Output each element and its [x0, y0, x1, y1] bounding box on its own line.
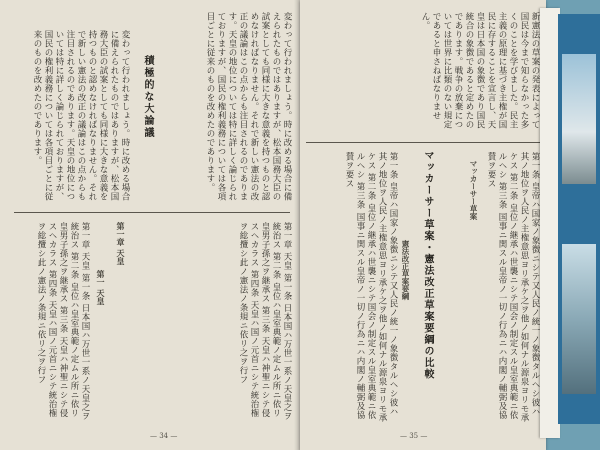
left-page-upper-text: 変わって行われましょう。時に改める場合に備えられたものではありますが、松本国務大臣の試案としても同様に大きな意義を持つものと認めなければなりません。それで新しい憲法の改正の議論はこの点からも注目されるのであります。天皇の地位については特に詳しく論じられておりますが、国民の権利義務については各項目ごとに従来のものを改めたのであります。	[205, 12, 292, 201]
left-page-lower-text-left: 第一章 天皇 第一条 日本国ハ万世一系ノ天皇之ヲ統治ス 第二条 皇位ハ皇室典範ノ定ムル所ニ依リ皇男子孫之ヲ継承ス 第三条 天皇ハ神聖ニシテ侵スヘカラス 第四条 天皇ハ国ノ元首ニシテ統治権ヲ総攬シ此ノ憲法ノ条規ニ依リ之ヲ行フ	[36, 222, 90, 421]
section-heading: 積極的な大論議	[142, 55, 153, 139]
left-page-upper-text-continued: 変わって行われましょう。時に改める場合に備えられたものではありますが、松本国務大臣の試案としても同様に大きな意義を持つものと認めなければなりません。それで新しい憲法の改正の議論はこの点からも注目されるのであります。天皇の地位については特に詳しく論じられておりますが、国民の権利義務については各項目ごとに従来のものを改めたのであります。	[32, 30, 130, 201]
article-title: マッカーサー草案・憲法改正草案要綱の比較	[422, 150, 433, 380]
horizontal-rule	[14, 212, 290, 213]
right-page-lower-text: 第一条 皇帝ハ国家ノ象徴ニシテ又人民ノ統一ノ象徴タルヘシ彼ハ其ノ地位ヲ人民ノ主権意思ヨリ承ケ之ヲ他ノ如何ナル源泉ヨリモ承ケス 第二条 皇位ノ継承ハ世襲ニシテ国会ノ制定スル皇室典範ニ依ルヘシ 第三条 国事ニ関スル皇帝ノ一切ノ行為ニハ内閣ノ輔弼及協賛ヲ要ス	[486, 152, 540, 422]
subheading-outline: 憲法改正草案要綱	[401, 240, 410, 300]
cover-photo-bottom	[562, 244, 596, 394]
right-page-upper-text: 新憲法の草案の発表によって国民は今まで知らなかった多くのことを学びました。民主主義の原理に基づき主権が国民に存することを宣言し、天皇は日本国の象徴であり国民統合の象徴であると定めたのであります。戦争の放棄については世界に比類のない規定であると申さねばなりません。	[420, 12, 540, 129]
horizontal-rule-right	[306, 142, 540, 143]
column-label-article: 第一 天皇	[96, 270, 106, 305]
left-page-lower-text: 第一章 天皇 第一条 日本国ハ万世一系ノ天皇之ヲ統治ス 第二条 皇位ハ皇室典範ノ定ムル所ニ依リ皇男子孫之ヲ継承ス 第三条 天皇ハ神聖ニシテ侵スヘカラス 第四条 天皇ハ国ノ元首ニシテ統治権ヲ総攬シ此ノ憲法ノ条規ニ依リ之ヲ行フ	[238, 222, 292, 421]
cover-photo-top	[562, 54, 596, 184]
magazine-edge	[540, 8, 560, 438]
page-number-right: — 35 —	[400, 432, 428, 440]
right-page	[300, 0, 546, 450]
column-label-chapter: 第一章 天皇	[116, 222, 126, 265]
right-page-lower-text-left: 第一条 皇帝ハ国家ノ象徴ニシテ又人民ノ統一ノ象徴タルヘシ彼ハ其ノ地位ヲ人民ノ主権意思ヨリ承ケ之ヲ他ノ如何ナル源泉ヨリモ承ケス 第二条 皇位ノ継承ハ世襲ニシテ国会ノ制定スル皇室典範ニ依ルヘシ 第三条 国事ニ関スル皇帝ノ一切ノ行為ニハ内閣ノ輔弼及協賛ヲ要ス	[344, 152, 398, 422]
page-number-left: — 34 —	[150, 432, 178, 440]
magazine-stack	[540, 0, 600, 450]
subheading-draft: マッカーサー草案	[469, 160, 478, 220]
magazine-cover	[558, 14, 600, 424]
